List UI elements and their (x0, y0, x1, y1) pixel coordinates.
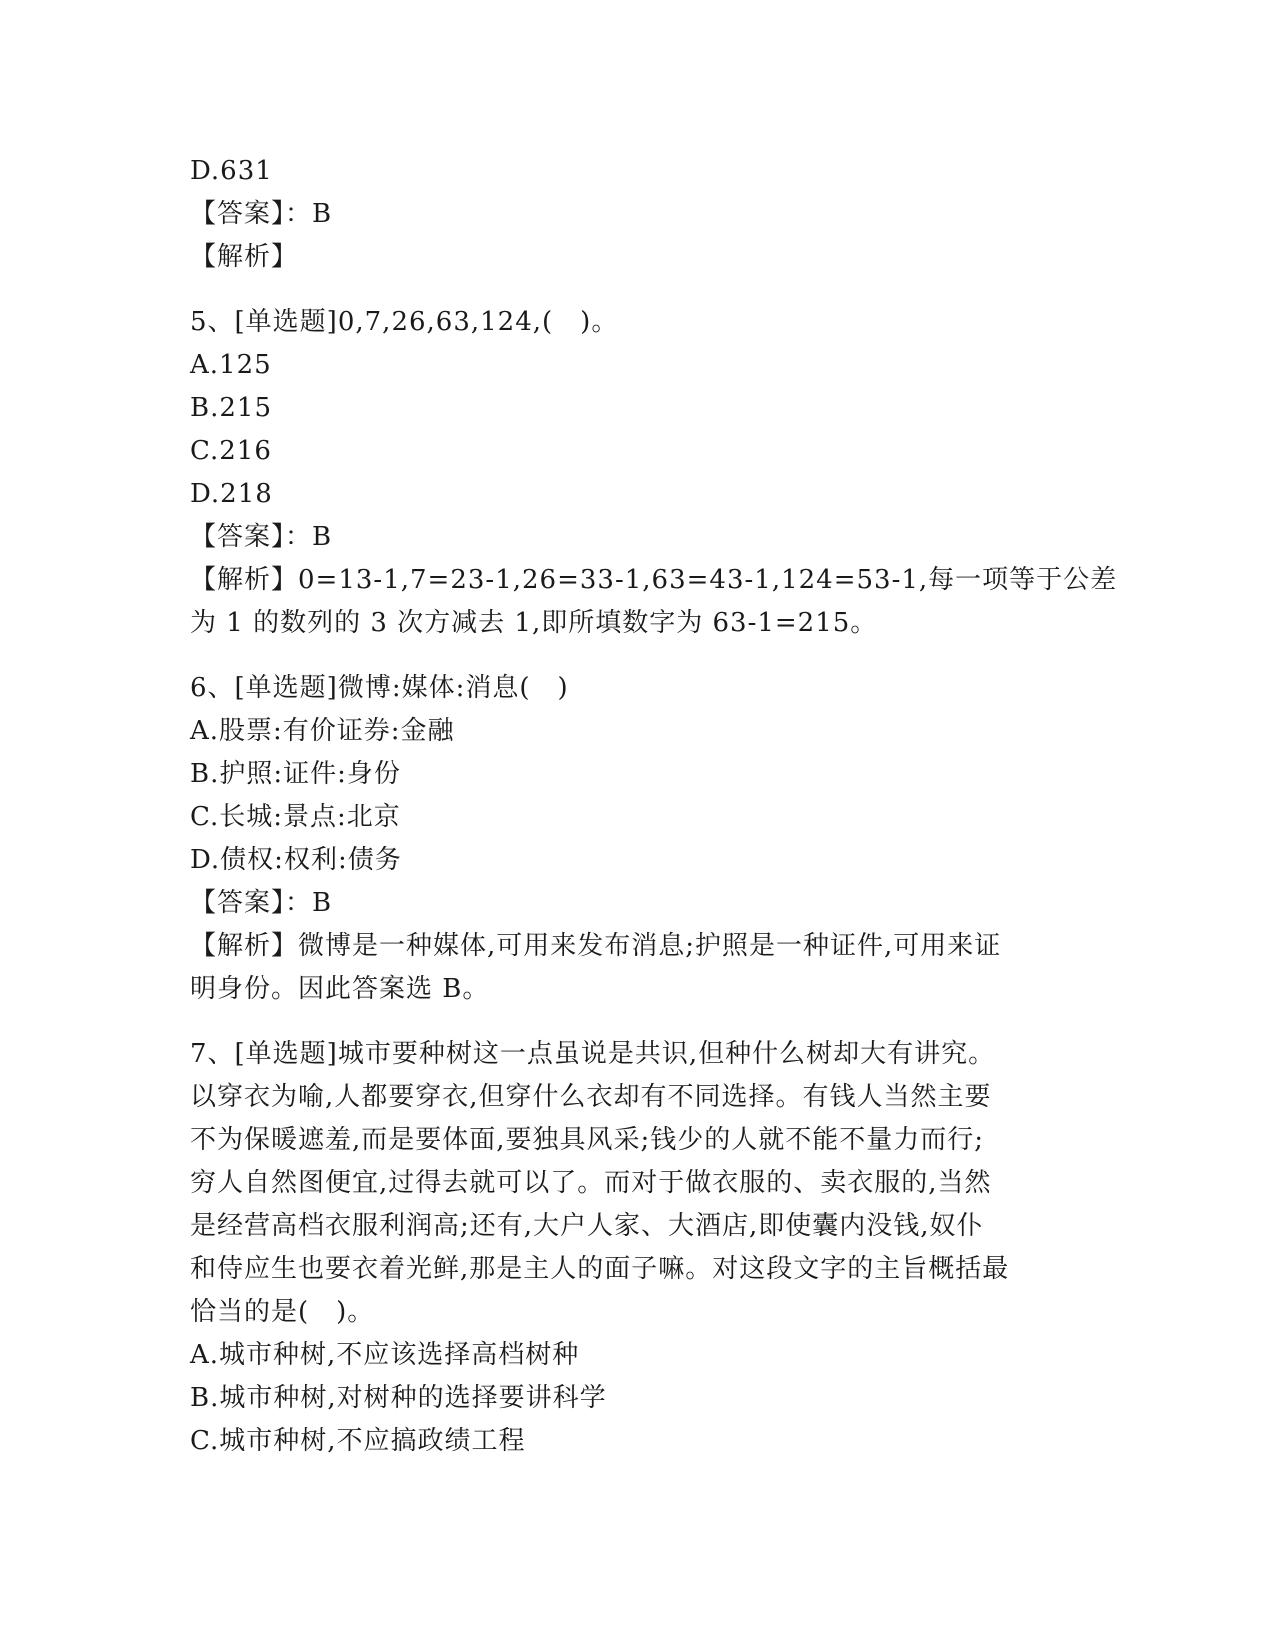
q5-option-c: C.216 (190, 436, 272, 466)
q6-answer: 【答案】：B (190, 888, 333, 918)
q7-stem-line-6: 和侍应生也要衣着光鲜,那是主人的面子嘛。对这段文字的主旨概括最 (190, 1254, 1010, 1284)
q5-option-d: D.218 (190, 479, 273, 509)
q6-stem: 6、[单选题]微博:媒体:消息( ) (190, 673, 569, 703)
q7-option-b: B.城市种树,对树种的选择要讲科学 (190, 1383, 607, 1413)
document-page (190, 150, 1118, 1463)
q5-analysis-line-1: 【解析】0=13-1,7=23-1,26=33-1,63=43-1,124=53-1,每一项等于公差 (190, 565, 1118, 595)
q7-stem-line-1: 7、[单选题]城市要种树这一点虽说是共识,但种什么树却大有讲究。 (190, 1039, 996, 1069)
q6-option-a: A.股票:有价证券:金融 (190, 716, 455, 746)
q7-stem-line-5: 是经营高档衣服利润高;还有,大户人家、大酒店,即使囊内没钱,奴仆 (190, 1211, 984, 1241)
q7-stem-line-7: 恰当的是( )。 (190, 1297, 375, 1327)
q5-answer: 【答案】：B (190, 522, 333, 552)
q5-analysis-line-2: 为 1 的数列的 3 次方减去 1,即所填数字为 63-1=215。 (190, 608, 878, 638)
q6-analysis-line-1: 【解析】微博是一种媒体,可用来发布消息;护照是一种证件,可用来证 (190, 931, 1002, 961)
q7-option-c: C.城市种树,不应搞政绩工程 (190, 1426, 526, 1456)
q7-stem-line-2: 以穿衣为喻,人都要穿衣,但穿什么衣却有不同选择。有钱人当然主要 (190, 1082, 992, 1112)
q7-stem-line-4: 穷人自然图便宜,过得去就可以了。而对于做衣服的、卖衣服的,当然 (190, 1168, 992, 1198)
q6-option-b: B.护照:证件:身份 (190, 759, 401, 789)
prev-answer: 【答案】：B (190, 199, 333, 229)
q5-stem: 5、[单选题]0,7,26,63,124,( )。 (190, 307, 619, 337)
q6-option-d: D.债权:权利:债务 (190, 845, 402, 875)
q7-option-a: A.城市种树,不应该选择高档树种 (190, 1340, 580, 1370)
prev-analysis: 【解析】 (190, 242, 299, 272)
q6-option-c: C.长城:景点:北京 (190, 802, 401, 832)
prev-option-d: D.631 (190, 156, 273, 186)
q5-option-b: B.215 (190, 393, 272, 423)
q6-analysis-line-2: 明身份。因此答案选 B。 (190, 974, 490, 1004)
q7-stem-line-3: 不为保暖遮羞,而是要体面,要独具风采;钱少的人就不能不量力而行; (190, 1125, 985, 1155)
q5-option-a: A.125 (190, 350, 272, 380)
